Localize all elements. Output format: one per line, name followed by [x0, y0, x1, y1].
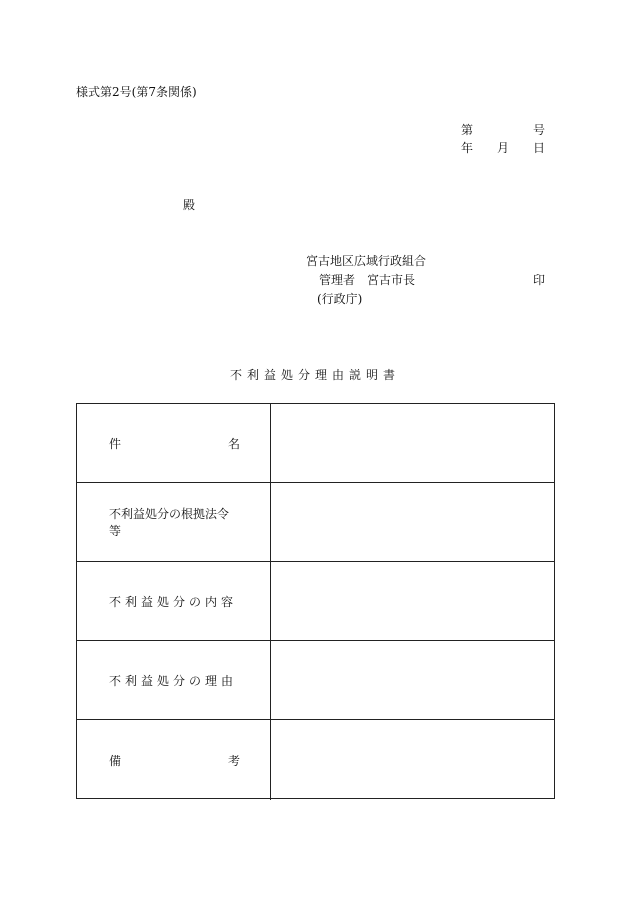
- issuer-administrator: 管理者 宮古市長: [319, 273, 416, 287]
- row-label-legal-basis: 不利益処分の根拠法令等: [77, 483, 271, 561]
- label-part: 名: [227, 436, 240, 451]
- row-label-disposition-reason: 不利益処分の理由: [77, 641, 271, 719]
- document-number-suffix: 号: [533, 123, 546, 137]
- row-label-case-name: [77, 404, 271, 482]
- table-row: [77, 641, 554, 720]
- table-row: [77, 720, 554, 800]
- legal-basis-field[interactable]: [271, 483, 554, 561]
- row-label-disposition-content: 不利益処分の内容: [77, 562, 271, 640]
- reason-statement-table: [76, 403, 555, 799]
- label-part: 備: [109, 753, 122, 768]
- disposition-reason-field[interactable]: [271, 641, 554, 719]
- date-month: 月: [497, 141, 510, 155]
- form-number: 様式第2号(第7条関係): [76, 85, 197, 99]
- addressee-honorific: 殿: [183, 198, 196, 212]
- issuer-organization: 宮古地区広域行政組合: [306, 254, 427, 268]
- table-row: [77, 404, 554, 483]
- seal-mark: 印: [533, 273, 546, 287]
- label-part: 件: [109, 436, 122, 451]
- disposition-content-field[interactable]: [271, 562, 554, 640]
- table-row: [77, 483, 554, 562]
- date-year: 年: [461, 141, 474, 155]
- case-name-field[interactable]: [271, 404, 554, 482]
- table-row: [77, 562, 554, 641]
- label-part: 考: [227, 753, 240, 768]
- document-title: 不利益処分理由説明書: [229, 368, 400, 382]
- date-day: 日: [533, 141, 546, 155]
- remarks-field[interactable]: [271, 720, 554, 800]
- row-label-remarks: [77, 720, 271, 800]
- document-number-prefix: 第: [461, 123, 474, 137]
- issuer-agency: (行政庁): [317, 292, 363, 306]
